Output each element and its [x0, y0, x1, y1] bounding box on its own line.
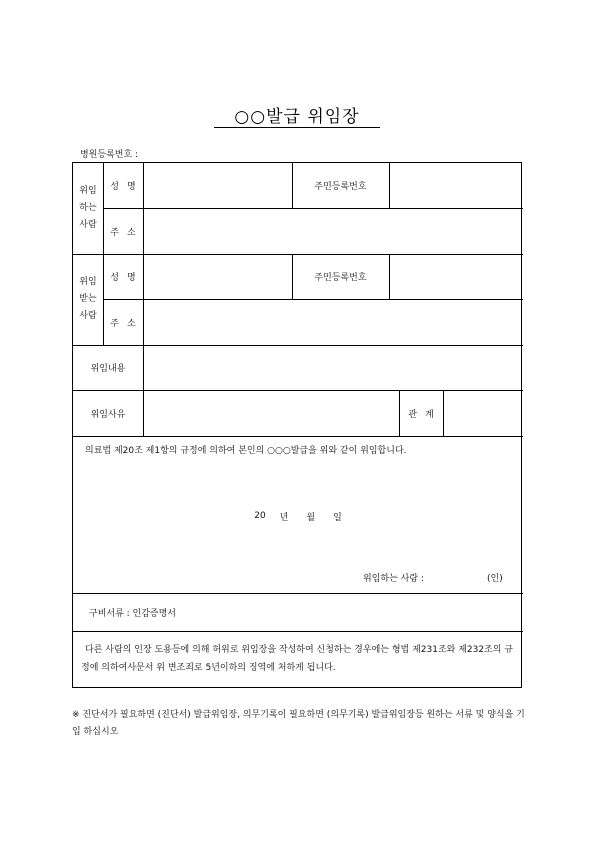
delegatee-section-label: 위임 받는 사람: [79, 277, 97, 321]
relation-field[interactable]: [443, 390, 523, 436]
delegatee-address-field[interactable]: [143, 299, 523, 345]
delegation-reason-label: 위임사유: [90, 409, 126, 420]
delegator-name-field[interactable]: [143, 163, 292, 208]
delegatee-name-field[interactable]: [143, 254, 292, 299]
document-title: ○○발급 위임장: [234, 107, 360, 127]
date-line: [223, 507, 373, 525]
delegator-section-label: 위임 하는 사람: [79, 186, 97, 230]
delegation-content-field[interactable]: [143, 345, 523, 390]
row-divider: [73, 631, 523, 632]
hospital-registration-label: 병원등록번호 :: [80, 150, 139, 160]
legal-warning: 다른 사람의 인장 도용등에 의해 허위로 위임장을 작성하여 신청하는 경우에는 형법 제231조와 제232조의 규정에 의하여사문서 위 변조죄로 5년이하의 징역에 처하게 됩니다.: [81, 645, 514, 673]
delegatee-resident-no-label: 주민등록번호: [314, 273, 367, 283]
delegation-form: [72, 162, 522, 688]
delegation-statement: 의료법 제20조 제1항의 규정에 의하여 본인의 ○○○발급을 위와 같이 위임합니다.: [85, 446, 407, 456]
delegatee-address-label: 주 소: [110, 318, 136, 329]
delegator-resident-no-label: 주민등록번호: [314, 182, 367, 192]
relation-label: 관 계: [408, 409, 434, 420]
delegatee-name-label: 성 명: [110, 273, 136, 283]
delegator-address-field[interactable]: [143, 208, 523, 254]
date-day-unit: 일: [333, 512, 342, 523]
required-documents: 구비서류 : 인감증명서: [89, 608, 177, 619]
delegator-resident-no-field[interactable]: [389, 163, 523, 208]
delegator-name-label: 성 명: [110, 182, 136, 192]
delegator-address-label: 주 소: [110, 227, 136, 238]
title-underline: [214, 127, 380, 128]
seal-mark: (인): [487, 574, 503, 584]
date-month-unit: 월: [306, 512, 316, 523]
footnote: ※ 진단서가 필요하면 (진단서) 발급위임장, 의무기록이 필요하면 (의무기록) 발급위임장등 원하는 서류 및 양식을 기입 하십시오: [72, 710, 525, 737]
row-divider: [73, 436, 523, 437]
delegation-reason-field[interactable]: [143, 390, 399, 436]
delegation-content-label: 위임내용: [90, 364, 126, 374]
delegatee-resident-no-field[interactable]: [389, 254, 523, 299]
date-year: 20: [254, 511, 266, 521]
date-year-unit: 년: [279, 512, 289, 523]
signer-label: 위임하는 사람 :: [363, 574, 424, 584]
